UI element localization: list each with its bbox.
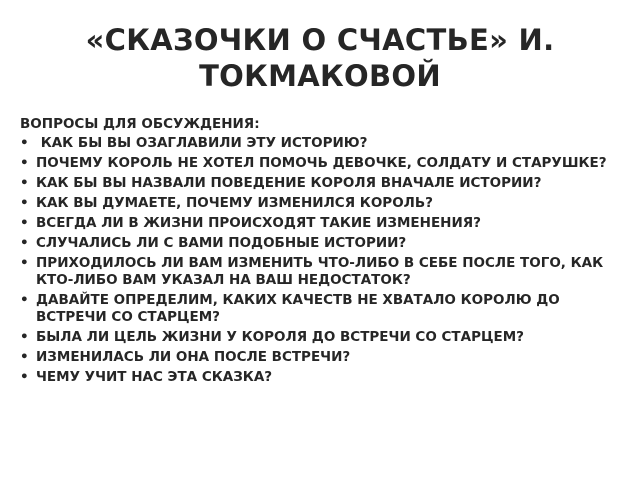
question-text: КАК БЫ ВЫ ОЗАГЛАВИЛИ ЭТУ ИСТОРИЮ? <box>36 135 368 151</box>
question-text: ДАВАЙТЕ ОПРЕДЕЛИМ, КАКИХ КАЧЕСТВ НЕ ХВАТАЛО КОРОЛЮ ДО ВСТРЕЧИ СО СТАРЦЕМ? <box>36 292 560 325</box>
question-item <box>18 135 618 152</box>
question-text: БЫЛА ЛИ ЦЕЛЬ ЖИЗНИ У КОРОЛЯ ДО ВСТРЕЧИ СО СТАРЦЕМ? <box>36 329 524 345</box>
question-item <box>18 195 618 212</box>
question-item <box>18 349 618 366</box>
bullet-icon: • <box>20 329 29 345</box>
bullet-icon: • <box>20 215 29 231</box>
question-item <box>18 329 618 346</box>
question-text: СЛУЧАЛИСЬ ЛИ С ВАМИ ПОДОБНЫЕ ИСТОРИИ? <box>36 235 407 251</box>
bullet-icon: • <box>20 255 29 271</box>
question-item <box>18 215 618 232</box>
question-item <box>18 155 618 172</box>
bullet-icon: • <box>20 369 29 385</box>
question-text: ПОЧЕМУ КОРОЛЬ НЕ ХОТЕЛ ПОМОЧЬ ДЕВОЧКЕ, СОЛДАТУ И СТАРУШКЕ? <box>36 155 607 171</box>
bullet-icon: • <box>20 195 29 211</box>
bullet-icon: • <box>20 349 29 365</box>
bullet-icon: • <box>20 235 29 251</box>
question-text: КАК БЫ ВЫ НАЗВАЛИ ПОВЕДЕНИЕ КОРОЛЯ ВНАЧАЛЕ ИСТОРИИ? <box>36 175 542 191</box>
question-item <box>18 292 618 326</box>
question-text: ЧЕМУ УЧИТ НАС ЭТА СКАЗКА? <box>36 369 273 385</box>
bullet-icon: • <box>20 292 29 308</box>
slide-body <box>18 116 618 389</box>
intro-text: ВОПРОСЫ ДЛЯ ОБСУЖДЕНИЯ: <box>20 116 260 132</box>
question-text: ИЗМЕНИЛАСЬ ЛИ ОНА ПОСЛЕ ВСТРЕЧИ? <box>36 349 351 365</box>
questions-list <box>18 135 618 386</box>
question-text: ПРИХОДИЛОСЬ ЛИ ВАМ ИЗМЕНИТЬ ЧТО-ЛИБО В СЕБЕ ПОСЛЕ ТОГО, КАК КТО-ЛИБО ВАМ УКАЗАЛ НА ВАШ НЕДОСТАТОК? <box>36 255 604 288</box>
bullet-icon: • <box>20 175 29 191</box>
question-item <box>18 235 618 252</box>
question-item <box>18 369 618 386</box>
question-text: ВСЕГДА ЛИ В ЖИЗНИ ПРОИСХОДЯТ ТАКИЕ ИЗМЕНЕНИЯ? <box>36 215 481 231</box>
question-item <box>18 175 618 192</box>
bullet-icon: • <box>20 135 29 151</box>
bullet-icon: • <box>20 155 29 171</box>
question-text: КАК ВЫ ДУМАЕТЕ, ПОЧЕМУ ИЗМЕНИЛСЯ КОРОЛЬ? <box>36 195 434 211</box>
slide-title: «СКАЗОЧКИ О СЧАСТЬЕ» И. ТОКМАКОВОЙ <box>85 23 555 93</box>
question-item <box>18 255 618 289</box>
